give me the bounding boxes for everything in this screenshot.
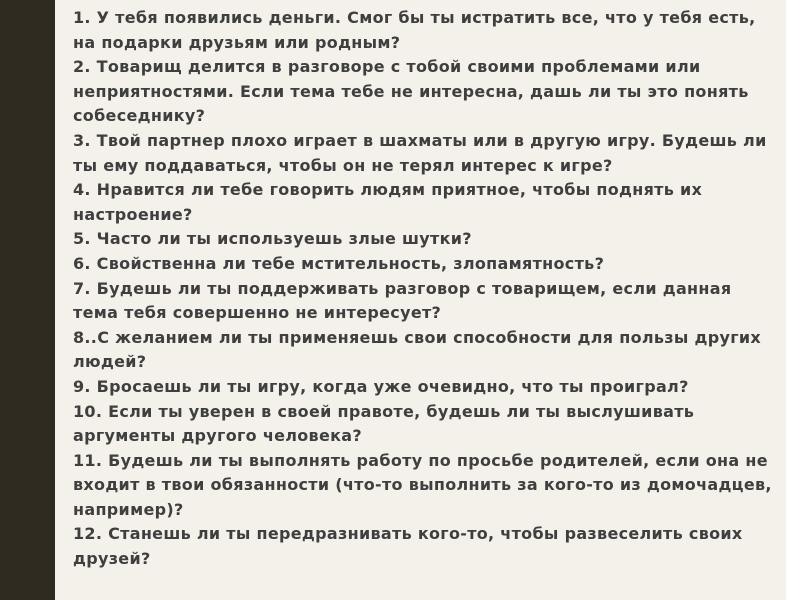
- question-item: 1. У тебя появились деньги. Смог бы ты истратить все, что у тебя есть, на подарки друзьям или родным?: [73, 8, 756, 52]
- question-item: 10. Если ты уверен в своей правоте, будешь ли ты выслушивать аргументы другого человека?: [73, 401, 695, 446]
- question-item: 11. Будешь ли ты выполнять работу по просьбе родителей, если она не входит в твои обязанности (что-то выполнить за кого-то из домочадцев, например)?: [73, 450, 772, 519]
- question-item: 12. Станешь ли ты передразнивать кого-то, чтобы развеселить своих друзей?: [73, 524, 743, 569]
- right-margin: [786, 0, 800, 600]
- question-item: 8..С желанием ли ты применяешь свои способности для пользы других людей?: [73, 327, 762, 372]
- question-item: 2. Товарищ делится в разговоре с тобой своими проблемами или неприятностями. Если тема тебе не интересна, дашь ли ты это понять собеседнику?: [73, 57, 749, 126]
- question-item: 4. Нравится ли тебе говорить людям приятное, чтобы поднять их настроение?: [73, 180, 703, 224]
- question-list: [73, 6, 778, 572]
- question-item: 7. Будешь ли ты поддерживать разговор с товарищем, если данная тема тебя совершенно не интересует?: [73, 278, 732, 323]
- left-decorative-strip: [0, 0, 55, 600]
- question-item: 5. Часто ли ты используешь злые шутки?: [73, 229, 472, 249]
- question-item: 6. Свойственна ли тебе мстительность, злопамятность?: [73, 253, 605, 273]
- question-item: 9. Бросаешь ли ты игру, когда уже очевидно, что ты проиграл?: [73, 376, 689, 396]
- question-item: 3. Твой партнер плохо играет в шахматы или в другую игру. Будешь ли ты ему поддаваться, чтобы он не терял интерес к игре?: [73, 130, 767, 175]
